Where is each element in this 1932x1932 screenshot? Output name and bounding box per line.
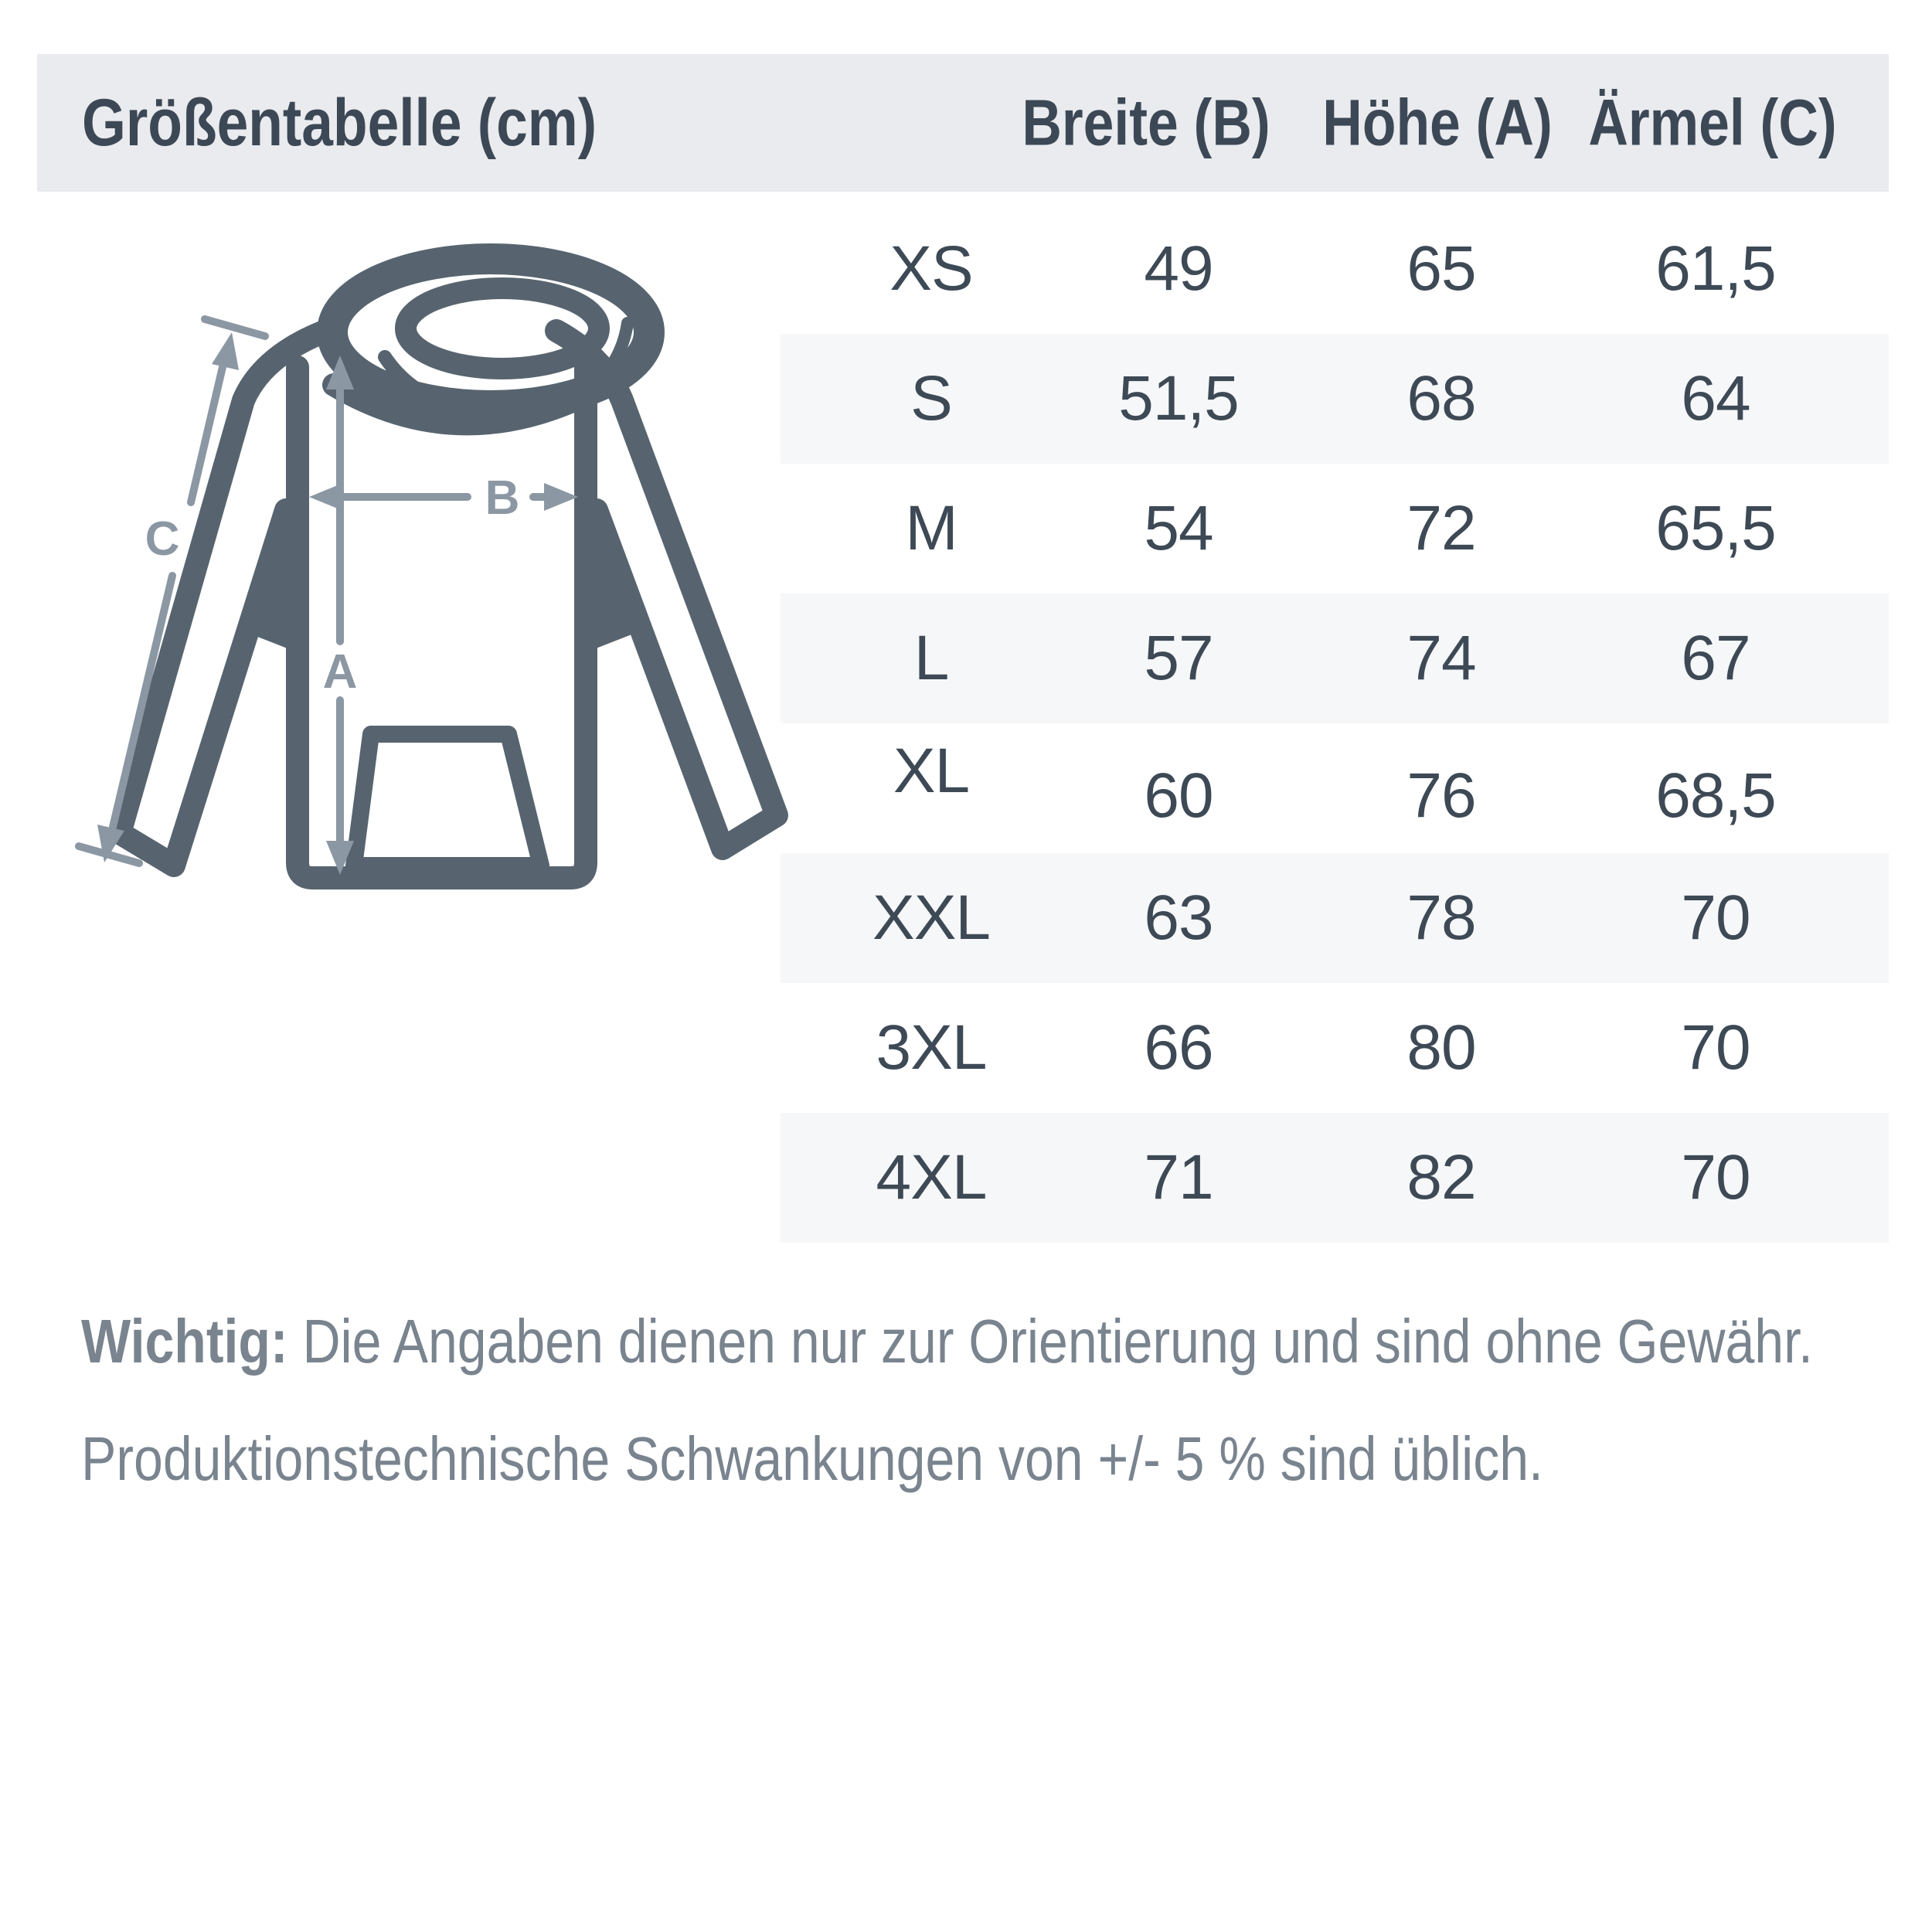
height-arrow-a [323, 355, 358, 875]
note-line-1 [81, 1283, 1813, 1400]
table-row-4xl [781, 1113, 1889, 1243]
hoehe-value: 74 [1406, 623, 1476, 693]
breite-value: 63 [1144, 883, 1213, 953]
page-title: Größentabelle (cm) [82, 85, 597, 160]
breite-value: 57 [1144, 623, 1213, 693]
size-table [781, 204, 1889, 1243]
hoehe-value: 82 [1406, 1142, 1476, 1213]
breite-value: 49 [1144, 233, 1213, 304]
label-a: A [322, 645, 358, 699]
aermel-value: 70 [1681, 883, 1750, 953]
size-label: XS [889, 233, 973, 304]
breite-value: 54 [1144, 493, 1213, 563]
hoehe-value: 72 [1406, 493, 1476, 563]
width-arrow-b [309, 471, 578, 525]
size-label: L [913, 623, 949, 693]
hoehe-value: 78 [1406, 883, 1476, 953]
aermel-value: 68,5 [1655, 760, 1776, 831]
size-label: XL [893, 736, 970, 806]
table-row-xxl [781, 853, 1889, 983]
size-label: XXL [872, 883, 990, 953]
size-label: S [910, 363, 952, 434]
breite-value: 51,5 [1118, 363, 1239, 434]
table-row-xs [781, 204, 1889, 334]
breite-value: 60 [1144, 760, 1213, 831]
hoodie-diagram [46, 224, 819, 920]
aermel-value: 65,5 [1655, 493, 1776, 563]
size-label: 4XL [876, 1142, 987, 1213]
breite-value: 71 [1144, 1142, 1213, 1213]
note-line-1-text: Die Angaben dienen nur zur Orientierung und sind ohne Gewähr. [287, 1307, 1813, 1376]
table-row-l [781, 594, 1889, 723]
column-header-aermel: Ärmel (C) [1588, 86, 1837, 159]
column-header-hoehe: Höhe (A) [1322, 86, 1553, 159]
breite-value: 66 [1144, 1012, 1213, 1083]
table-header [37, 54, 1889, 192]
table-row-xl [781, 723, 1889, 853]
hoodie-outline [120, 259, 777, 878]
label-b: B [485, 471, 520, 525]
note-bold-label: Wichtig: [81, 1307, 288, 1376]
table-row-m [781, 464, 1889, 594]
hoehe-value: 80 [1406, 1012, 1476, 1083]
table-row-3xl [781, 983, 1889, 1113]
table-row-s [781, 334, 1889, 464]
hoodie-icon [46, 224, 819, 920]
size-label: M [905, 493, 957, 563]
column-header-breite: Breite (B) [1022, 86, 1270, 159]
aermel-value: 70 [1681, 1142, 1750, 1213]
aermel-value: 64 [1681, 363, 1750, 434]
label-c: C [145, 512, 180, 566]
aermel-value: 67 [1681, 623, 1750, 693]
size-label: 3XL [876, 1012, 987, 1083]
disclaimer-note [81, 1283, 1897, 1518]
hoehe-value: 76 [1406, 760, 1476, 831]
aermel-value: 70 [1681, 1012, 1750, 1083]
note-line-2: Produktionstechnische Schwankungen von +/- 5 % sind üblich. [81, 1424, 1543, 1493]
aermel-value: 61,5 [1655, 233, 1776, 304]
hoehe-value: 68 [1406, 363, 1476, 434]
hoehe-value: 65 [1406, 233, 1476, 304]
